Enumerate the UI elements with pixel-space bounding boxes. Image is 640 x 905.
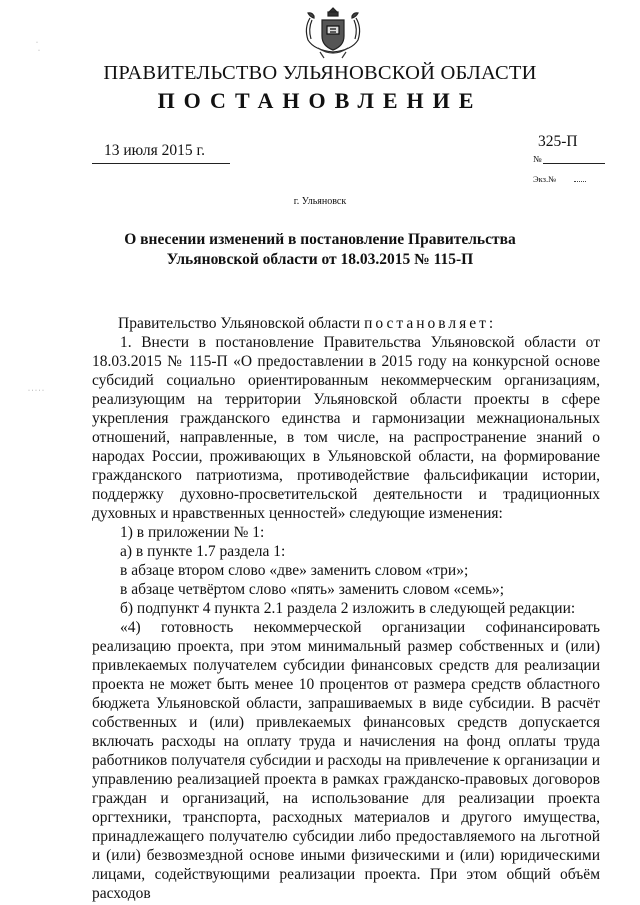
list-item: б) подпункт 4 пункта 2.1 раздела 2 изложить в следующей редакции: — [120, 600, 576, 617]
coat-of-arms-icon — [300, 4, 366, 62]
date-underline — [92, 163, 230, 164]
scan-mark: · · · · · — [28, 388, 44, 394]
document-type: ПОСТАНОВЛЕНИЕ — [157, 88, 483, 113]
intro-paragraph — [92, 314, 600, 333]
document-number: 325-П — [538, 133, 578, 150]
intro-colon: : — [488, 315, 494, 332]
city-name: г. Ульяновск — [293, 196, 347, 207]
document-body — [92, 314, 600, 903]
title-line: О внесении изменений в постановление Правительства — [124, 231, 516, 248]
document-date: 13 июля 2015 г. — [104, 142, 205, 159]
intro-text: Правительство Ульяновской области — [118, 315, 365, 332]
scan-mark: · — [36, 40, 38, 46]
title-line: Ульяновской области от 18.03.2015 № 115-П — [166, 251, 474, 268]
copy-label: Экз.№ — [533, 174, 557, 184]
list-item: в абзаце четвёртом слово «пять» заменить словом «семь»; — [120, 581, 505, 598]
scan-mark: · — [38, 48, 40, 54]
organization-name: ПРАВИТЕЛЬСТВО УЛЬЯНОВСКОЙ ОБЛАСТИ — [103, 62, 537, 84]
list-item: а) в пункте 1.7 раздела 1: — [120, 543, 286, 560]
list-item: 1) в приложении № 1: — [120, 524, 265, 541]
number-sign: № — [533, 154, 542, 164]
number-underline — [543, 163, 605, 164]
document-title — [0, 230, 640, 270]
quoted-paragraph: «4) готовность некоммерческой организации софинансировать реализацию проекта, при этом минимальный размер собственных и (или) привлекаемых получателем субсидии финансовых средств для реализации проекта не может быть менее 10 процентов от размера средств областного бюджета Ульяновской области, запрашиваемых в виде субсидии. В расчёт собственных и (или) привлекаемых финансовых средств допускается включать расходы на оплату труда и начисления на фонд оплаты труда работников получателя субсидии и расходы на привлечение к организации и управлению реализацией проекта в рамках гражданско-правовых договоров граждан и организаций, на использование для реализации проекта оргтехники, транспорта, расходных материалов и другого имущества, принадлежащего получателю субсидии либо предоставляемого на льготной и (или) безвозмездной основе иными физическими и (или) юридическими лицами, содействующими реализации проекта. При этом общий объём расходов — [92, 619, 600, 902]
copy-underline — [574, 181, 586, 182]
paragraph-1: 1. Внести в постановление Правительства Ульяновской области от 18.03.2015 № 115-П «О предоставлении в 2015 году на конкурсной основе субсидий социально ориентированным некоммерческим организациям, реализующим на территории Ульяновской области проекты в сфере укрепления гражданского единства и гармонизации межнациональных отношений, направленные, в том числе, на распространение знаний о народах России, проживающих в Ульяновской области, на формирование гражданского патриотизма, противодействие фальсификации истории, поддержку духовно-просветительской деятельности и традиционных духовных и нравственных ценностей» следующие изменения: — [92, 334, 600, 522]
list-item: в абзаце втором слово «две» заменить словом «три»; — [120, 562, 469, 579]
intro-keyword: постановляет — [364, 315, 489, 332]
